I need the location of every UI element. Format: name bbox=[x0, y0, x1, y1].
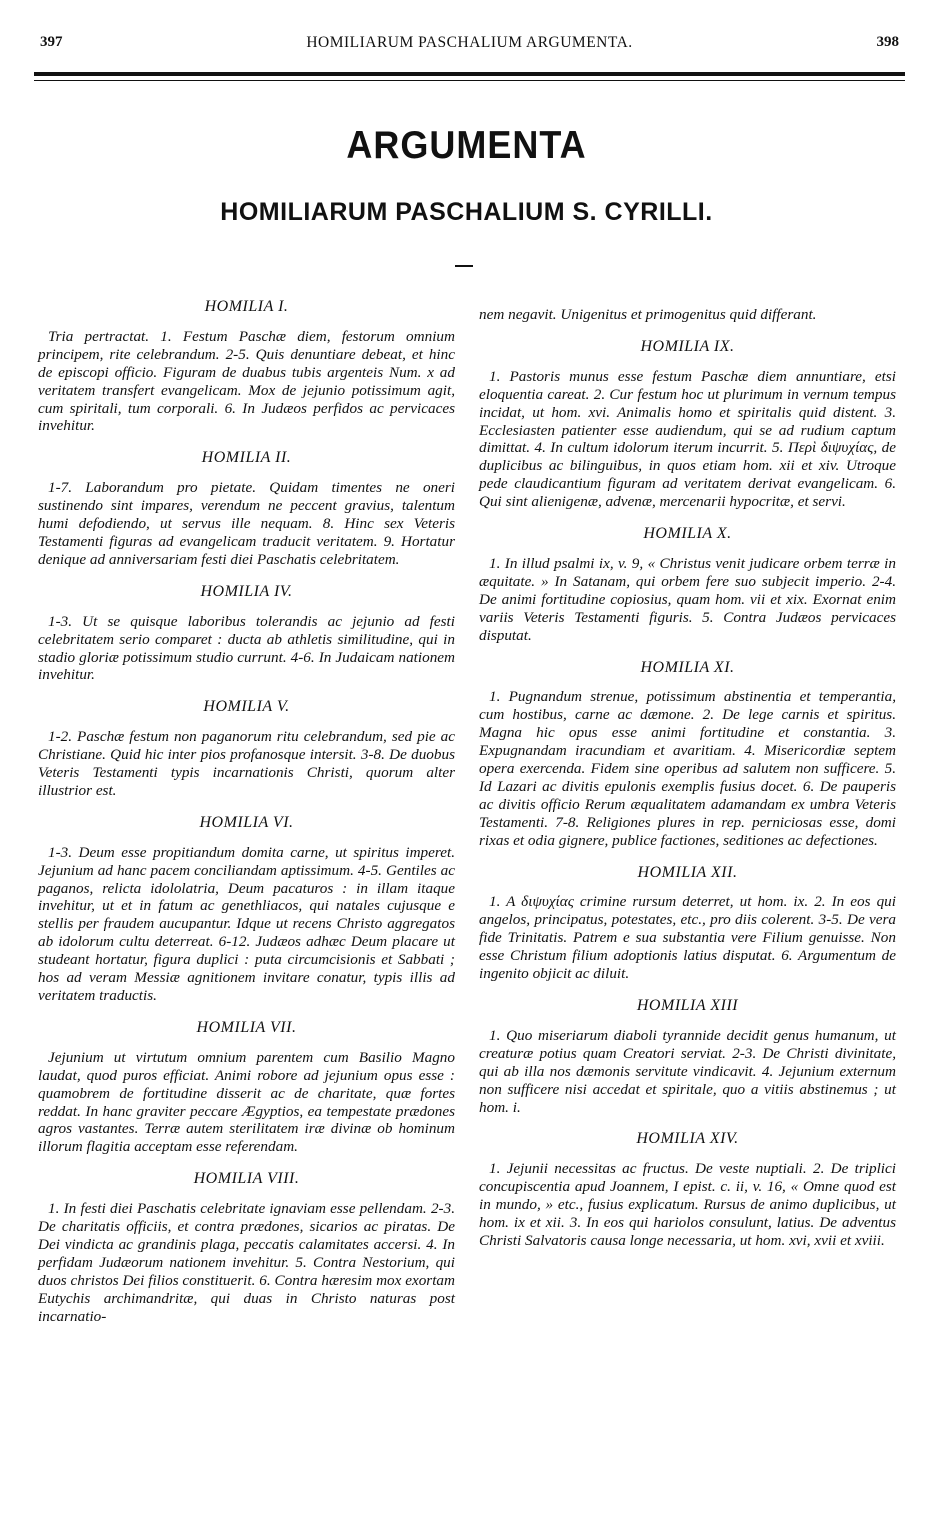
homily-argument: Jejunium ut virtutum omnium parentem cum Basilio Magno laudat, quod puros efficiat. Animi robore ad jejunium opus esse : quamobrem de fortitudine disserit ac de charitate, quæ fortes reddat. In hanc graviter peccare Ægyptios, ea tempestate prædones agros vastantes. Terræ autem sterilitatem iræ divinæ ob hominum illorum flagitia acceptam esse referendam. bbox=[38, 1048, 455, 1156]
homily-heading: HOMILIA VIII. bbox=[193, 1170, 300, 1188]
homily-heading: HOMILIA V. bbox=[203, 698, 290, 716]
header-rule bbox=[34, 72, 905, 81]
running-title: HOMILIARUM PASCHALIUM ARGUMENTA. bbox=[306, 34, 633, 51]
homily-heading: HOMILIA XIII bbox=[636, 997, 739, 1014]
homily-heading: HOMILIA XII. bbox=[637, 863, 738, 881]
homily-heading: HOMILIA IV. bbox=[200, 582, 293, 600]
homily-argument: 1. In festi diei Paschatis celebritate ignaviam esse pellendam. 2-3. De charitatis officiis, et contra prædones, sicarios ac piratas. De Dei vindicta ac grandinis plaga, peccatis calamitates accersi. 4. In perfidam Judæorum nationem invehitur. 5. Contra Nestorium, qui duos christos Dei filios constituerit. 6. Contra hæresim mox exortam Eutychis archimandritæ, qui duas in Christo naturas post incarnatio- bbox=[38, 1200, 455, 1325]
left-column bbox=[38, 298, 455, 1326]
homily-argument: 1-3. Ut se quisque laboribus tolerandis ac jejunio ad festi celebritatem serio comparet : ducta ab athletis similitudine, qui in stadio gloriæ potissimum studio currunt. 4-6. In Judaicam nationem invehitur. bbox=[38, 612, 455, 684]
homily-argument: 1-3. Deum esse propitiandum domita carne, ut spiritus imperet. Jejunium ad hanc pacem conciliandam aptissimum. 4-5. Gentiles ac paganos, relicta idololatria, Deum pacaturos : in illam itaque invehitur, ut et in fatum ac genethliacos, qui natales cujusque e stellis per fraudem aucupantur. Idque ut recens Christo aggregatos ab idolorum cultu deterreat. 6-12. Judæos adhæc Deum placare ut studeant hortatur, figura duplici : puta circumcisionis et Sabbati ; hos ad veram Messiæ agnitionem invitare conatur, typis illis ad veritatem traductis. bbox=[38, 843, 455, 1004]
homily-argument: 1. A διψυχίας crimine rursum deterret, ut hom. ix. 2. In eos qui angelos, principatus, potestates, etc., pro diis colerent. 3-5. De vera fide Trinitatis. Patrem e sua substantia vere Filium genuisse. Non esse Christum filium adoptionis latius disputat. 6. Argumentum de ingenito objicit ac diluit. bbox=[479, 893, 896, 983]
homily-argument: Tria pertractat. 1. Festum Paschæ diem, festorum omnium principem, rite celebrandum. 2-5. Quis denuntiare debeat, et hinc de episcopi officio. Figuram de duabus tubis argenteis Num. x ad veritatem transfert evangelicam. Mox de jejunio potissimum agit, cum spiritali, tum corporali. 6. In Judæos perfidos ac pervicaces invehitur. bbox=[38, 327, 455, 435]
homily-heading: HOMILIA XIV. bbox=[636, 1130, 739, 1148]
homily-argument: 1. Pugnandum strenue, potissimum abstinentia et temperantia, cum hostibus, carne ac dæmone. 2. De lege carnis et spiritus. Magna hic opus esse animi fortitudine et constantia. 3. Expugnandam iracundiam et avaritiam. 4. Misericordiæ septem opera exercenda. Fidem sine operibus ad salutem non sufficere. 5. Id Lazari ac divitis epulonis exemplis fusius docet. 6. De pauperis ac divitis officio Rerum æqualitatem adamandam ex umbra Veteris Testamenti. 7-8. Religiones plures in rep. perniciosas esse, domi rixas et odia gignere, publice factiones, seditiones ac defectiones. bbox=[479, 688, 896, 849]
homily-heading: HOMILIA IX. bbox=[640, 337, 735, 355]
homily-heading: HOMILIA XI. bbox=[640, 658, 735, 676]
page-title: ARGUMENTA bbox=[346, 122, 587, 167]
homily-argument-continued: nem negavit. Unigenitus et primogenitus quid differant. bbox=[479, 306, 817, 323]
homily-heading: HOMILIA I. bbox=[204, 298, 289, 315]
homily-heading: HOMILIA VI. bbox=[199, 813, 294, 831]
homily-heading: HOMILIA X. bbox=[643, 525, 732, 543]
homily-argument: 1. In illud psalmi ix, v. 9, « Christus venit judicare orbem terræ in æquitate. » In Satanam, qui orbem fere suo subjecit imperio. 2-4. De animi fortitudine copiosius, quam hom. vii et xix. Exornat enim variis Veteris Testamenti figuris. 5. Contra Judæos pervicaces disputat. bbox=[479, 554, 896, 644]
page-number-left: 397 bbox=[40, 34, 63, 50]
homily-argument: 1-2. Paschæ festum non paganorum ritu celebrandum, sed pie ac Christiane. Quid hic inter pios profanosque intersit. 3-8. De duobus Veteris Testamenti typis incarnationis Christi, quorum alter illustrior est. bbox=[38, 728, 455, 799]
homily-argument: 1. Pastoris munus esse festum Paschæ diem annuntiare, etsi eloquentia careat. 2. Cur festum hoc ut plurimum in vernum tempus incidat, ut hom. xvi. Animalis homo et spiritalis quid distent. 3. Ecclesiasten patienter esse audiendum, qui se ad rudium captum dimittat. 4. In cultum idolorum iterum incurrit. 5. Περὶ διψυχίας, de duplicibus ac bilinguibus, in quos etiam hom. xii et xiv. Utroque pede claudicantium figuram ad veritatem derivat evangelicam. 6. Qui sint alienigenæ, advenæ, mercenarii hypocritæ, et servi. bbox=[479, 367, 896, 511]
homily-heading: HOMILIA II. bbox=[201, 449, 292, 467]
homily-argument: 1-7. Laborandum pro pietate. Quidam timentes ne oneri sustinendo sint impares, verendum ne peccent gravius, talentum humi defodiendo, ut servus ille nequam. 8. Hinc sex Veteris Testamenti figuras ad evangelicam traducit veritatem. 9. Hortatur denique ad anniversariam festi diei Paschatis celebritatem. bbox=[38, 479, 455, 568]
running-header bbox=[34, 34, 905, 58]
title-dash-divider bbox=[455, 265, 473, 267]
right-column bbox=[479, 306, 896, 1250]
homily-heading: HOMILIA VII. bbox=[196, 1018, 297, 1036]
page-number-right: 398 bbox=[876, 34, 899, 50]
homily-argument: 1. Jejunii necessitas ac fructus. De veste nuptiali. 2. De triplici concupiscentia apud Joannem, I epist. c. ii, v. 16, « Omne quod est in mundo, » etc., fusius explicatum. Rursus de animo duplicibus, ut hom. ix et xii. 3. In eos qui hariolos consulunt, latius. De adventus Christi Salvatoris causa longe necessaria, ut hom. xvi, xvii et xviii. bbox=[479, 1160, 896, 1249]
page-subtitle: HOMILIARUM PASCHALIUM S. CYRILLI. bbox=[220, 198, 713, 226]
homily-argument: 1. Quo miseriarum diaboli tyrannide decidit genus humanum, ut creaturæ potius quam Creatori serviat. 2-3. De Christi divinitate, qui ab illa nos dæmonis servitute vindicavit. 4. Jejunium externum non sufficere nisi accedat et spiritale, quo a vitiis abstinemus ; ut hom. i. bbox=[479, 1026, 896, 1116]
